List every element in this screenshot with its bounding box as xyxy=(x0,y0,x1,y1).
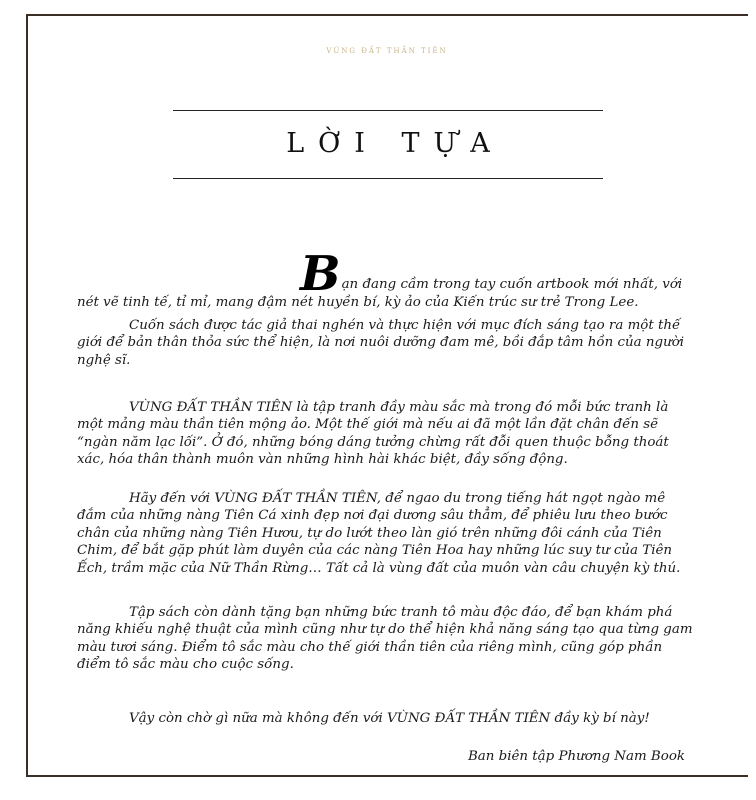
title-bottom-rule xyxy=(173,178,603,179)
paragraph-6: Vậy còn chờ gì nữa mà không đến với VÙNG ĐẤT THẦN TIÊN đầy kỳ bí này! xyxy=(129,711,650,726)
paragraph-1-text: ạn đang cầm trong tay cuốn artbook mới nhất, với nét vẽ tinh tế, tỉ mỉ, mang đậm nét huyền bí, kỳ ảo của Kiến trúc sư trẻ Trong Lee. xyxy=(77,277,683,310)
signature: Ban biên tập Phương Nam Book xyxy=(467,749,685,764)
paragraph-5: Tập sách còn dành tặng bạn những bức tranh tô màu độc đáo, để bạn khám phá năng khiếu nghệ thuật của mình cũng như tự do thể hiện khả năng sáng tạo qua từng gam màu tươi sáng. Điểm tô sắc màu cho thế giới thần tiên của riêng mình, cũng góp phần điểm tô sắc màu cho cuộc sống. xyxy=(77,605,693,673)
paragraph-1 xyxy=(77,246,693,311)
page-title: LỜI TỰA xyxy=(286,128,504,159)
paragraph-3: VÙNG ĐẤT THẦN TIÊN là tập tranh đầy màu sắc mà trong đó mỗi bức tranh là một mảng màu thần tiên mộng ảo. Một thế giới mà nếu ai đã một lần đặt chân đến sẽ “ngàn năm lạc lối”. Ở đó, những bóng dáng tưởng chừng rất đỗi quen thuộc bỗng thoát xác, hóa thân thành muôn vàn những hình hài khác biệt, đầy sống động. xyxy=(77,400,669,468)
paragraph-2: Cuốn sách được tác giả thai nghén và thực hiện với mục đích sáng tạo ra một thế giới để bản thân thỏa sức thể hiện, là nơi nuôi dưỡng đam mê, bồi đắp tâm hồn của người nghệ sĩ. xyxy=(77,318,685,368)
drop-cap: B xyxy=(300,246,341,302)
paragraph-4: Hãy đến với VÙNG ĐẤT THẦN TIÊN, để ngao du trong tiếng hát ngọt ngào mê đắm của những nàng Tiên Cá xinh đẹp nơi đại dương sâu thẳm, để phiêu lưu theo bước chân của những nàng Tiên Hươu, tự do lướt theo làn gió trên những đôi cánh của Tiên Chim, để bắt gặp phút làm duyên của các nàng Tiên Hoa hay những lúc suy tư của Tiên Ếch, trầm mặc của Nữ Thần Rừng… Tất cả là vùng đất của muôn vàn câu chuyện kỳ thú. xyxy=(77,491,681,576)
running-header: VÙNG ĐẤT THẦN TIÊN xyxy=(326,47,448,55)
title-top-rule xyxy=(173,110,603,111)
